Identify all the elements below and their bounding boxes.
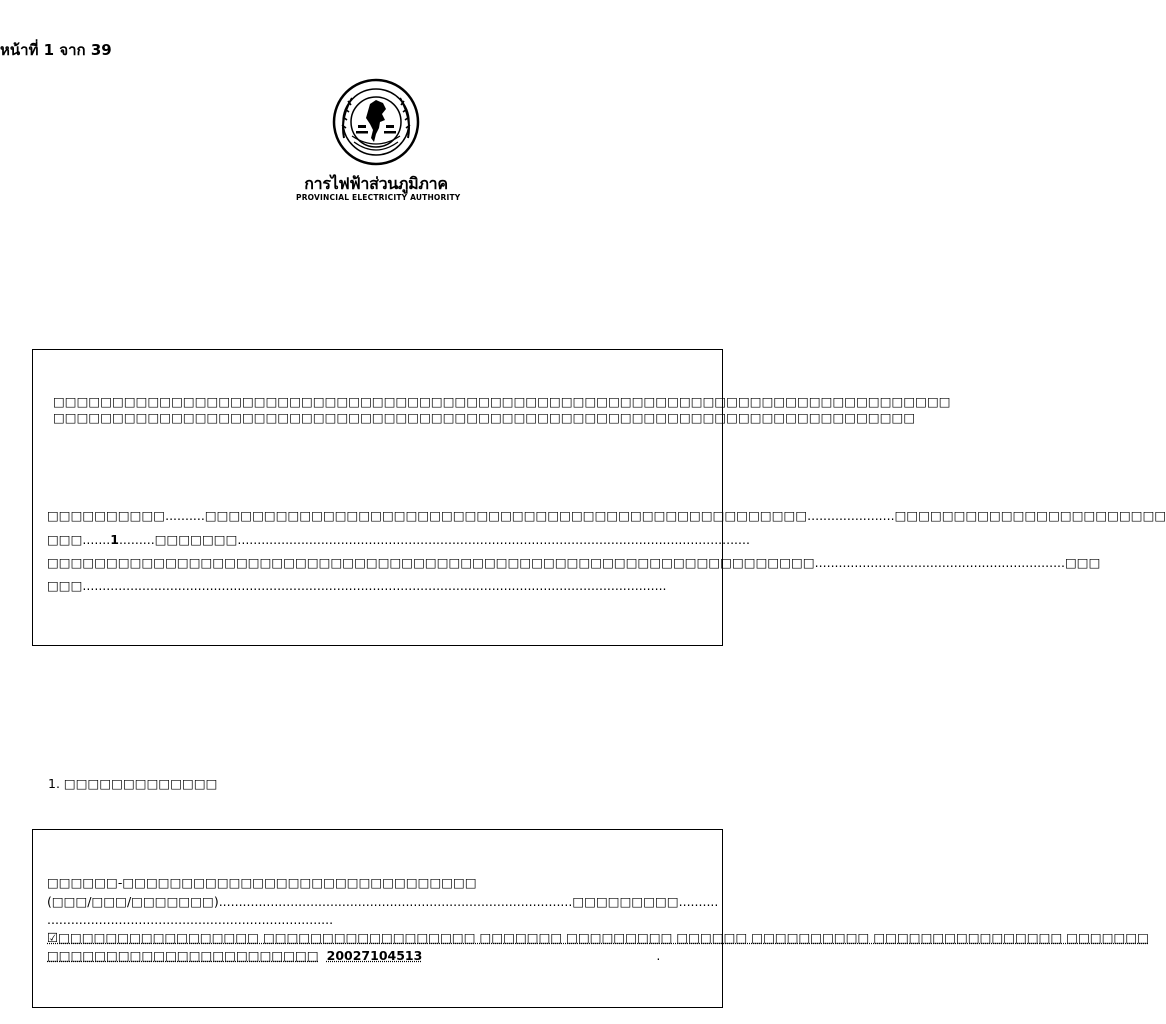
form-number-suffix: . bbox=[656, 948, 661, 963]
form-number-value: 20027104513 bbox=[326, 948, 423, 963]
notice-fill-line: □□□□□□□□□□□□□□□□□□□□□□□□□□□□□□□□□□□□□□□□□□□□□□□□□□□□□□□□□□□□□□□□□...............................................................□□□ bbox=[47, 555, 1101, 570]
notice-fill-suffix: .........□□□□□□□................................................................................................................................. bbox=[118, 532, 750, 547]
page-marker: หน้าที่ 1 จาก 39 bbox=[0, 41, 112, 59]
logo-name-english: PROVINCIAL ELECTRICITY AUTHORITY bbox=[296, 193, 461, 202]
form-box bbox=[32, 829, 1149, 1008]
notice-title bbox=[53, 394, 951, 426]
section-1-label: 1. □□□□□□□□□□□□□ bbox=[48, 776, 218, 791]
form-line: ........................................................................ bbox=[47, 912, 334, 927]
form-line: (□□□/□□□/□□□□□□□).........................................................................................□□□□□□□□□.......... bbox=[47, 894, 719, 909]
form-line-checkbox: ☑□□□□□□□□□□□□□□□□□ □□□□□□□□□□□□□□□□□□ □□□□□□□ □□□□□□□□□ □□□□□□ □□□□□□□□□□ □□□□□□□□□□□□□□□□ □□□□□□□ bbox=[47, 930, 1149, 945]
form-number-prefix: □□□□□□□□□□□□□□□□□□□□□□□ bbox=[47, 948, 319, 963]
notice-title-line: □□□□□□□□□□□□□□□□□□□□□□□□□□□□□□□□□□□□□□□□□□□□□□□□□□□□□□□□□□□□□□□□□□□□□□□□□ bbox=[53, 410, 916, 425]
notice-fill-number: 1 bbox=[110, 532, 119, 547]
notice-fill-prefix: □□□....... bbox=[47, 532, 111, 547]
logo-name-thai: การไฟฟ้าส่วนภูมิภาค bbox=[304, 174, 448, 193]
pea-seal-icon bbox=[330, 78, 422, 166]
notice-title-line: □□□□□□□□□□□□□□□□□□□□□□□□□□□□□□□□□□□□□□□□□□□□□□□□□□□□□□□□□□□□□□□□□□□□□□□□□□□□ bbox=[53, 394, 951, 409]
notice-fill-line: □□□................................................................................................................................................... bbox=[47, 578, 667, 593]
form-line: □□□□□□-□□□□□□□□□□□□□□□□□□□□□□□□□□□□□□ bbox=[47, 875, 477, 890]
pea-logo bbox=[296, 78, 461, 208]
notice-fill-line bbox=[47, 532, 750, 547]
form-line-number bbox=[47, 948, 660, 963]
notice-box bbox=[32, 349, 1166, 646]
notice-fill-line: □□□□□□□□□□..........□□□□□□□□□□□□□□□□□□□□□□□□□□□□□□□□□□□□□□□□□□□□□□□□□□□......................□□□□□□□□□□□□□□□□□□□□□□□ bbox=[47, 508, 1166, 523]
